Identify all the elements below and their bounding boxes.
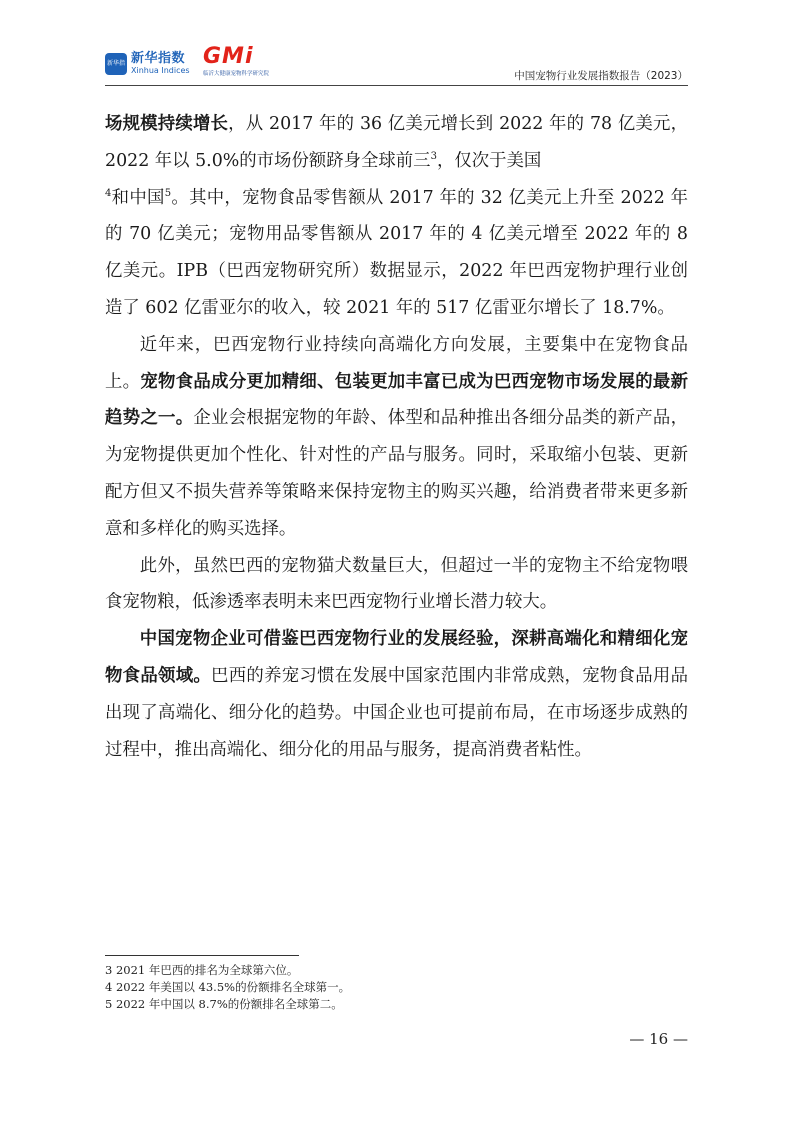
header-divider (105, 85, 688, 86)
body-text (105, 106, 688, 768)
gmi-logo-subtitle: 临沂大健康宠物科学研究院 (203, 71, 270, 77)
xinhua-indices-logo (105, 51, 190, 89)
bold-lead: 场规模持续增长 (105, 114, 229, 134)
paragraph-recommendation: 中国宠物企业可借鉴巴西宠物行业的发展经验，深耕高端化和精细化宠物食品领域。巴西的养宠习惯在发展中国家范围内非常成熟，宠物食品用品出现了高端化、细分化的趋势。中国企业也可提前布局，在市场逐步成熟的过程中，推出高端化、细分化的用品与服务，提高消费者粘性。 (105, 629, 688, 760)
gmi-logo (203, 46, 289, 80)
footnote-ref-4[interactable]: 4 (105, 187, 112, 199)
page-number: — 16 — (629, 1030, 688, 1048)
footnote-5: 5 2022 年中国以 8.7%的份额排名全球第二。 (105, 997, 343, 1011)
bold-recommendation: 中国宠物企业可借鉴巴西宠物行业的发展经验，深耕高端化和精细化宠物食品领域。 (105, 629, 688, 686)
footnote-ref-3[interactable]: 3 (430, 151, 437, 162)
paragraph-penetration: 此外，虽然巴西的宠物猫犬数量巨大，但超过一半的宠物主不给宠物喂食宠物粮，低渗透率表明未来巴西宠物行业增长潜力较大。 (105, 555, 688, 613)
footnotes (105, 962, 688, 1013)
gmi-logo-wordmark: GMi (203, 44, 254, 69)
paragraph-market-growth: 场规模持续增长，从 2017 年的 36 亿美元增长到 2022 年的 78 亿美元，2022 年以 5.0%的市场份额跻身全球前三$^3$，仅次于美国 $^4$和中国$^5$。其中，宠物食品零售额从 2017 年的 32 亿美元上升至 2022 年的 70 亿美元；宠物用品零售额从 2017 年的 4 亿美元增至 2022 年的 8 亿美元。IPB（巴西宠物研究所）数据显示，2022 年巴西宠物护理行业创造了 602 亿雷亚尔的收入，较 2021 年的 517 亿雷亚尔增长了 18.7%。 (105, 114, 688, 318)
xinhua-logo-en: Xinhua Indices (131, 66, 190, 75)
report-title: 中国宠物行业发展指数报告（2023） (514, 70, 688, 82)
footnote-4: 4 2022 年美国以 43.5%的份额排名全球第一。 (105, 980, 351, 994)
page-header (105, 40, 688, 89)
footnote-ref-5[interactable]: 5 (164, 187, 172, 199)
footnote-divider (105, 955, 299, 956)
xinhua-logo-icon: 新华指数 (105, 53, 127, 75)
xinhua-logo-cn: 新华指数 (131, 51, 186, 66)
footnote-3: 3 2021 年巴西的排名为全球第六位。 (105, 963, 299, 977)
bold-trend: 宠物食品成分更加精细、包装更加丰富已成为巴西宠物市场发展的最新趋势之一。 (105, 371, 688, 429)
paragraph-premium-trend: 近年来，巴西宠物行业持续向高端化方向发展，主要集中在宠物食品上。宠物食品成分更加精细、包装更加丰富已成为巴西宠物市场发展的最新趋势之一。企业会根据宠物的年龄、体型和品种推出各细分品类的新产品，为宠物提供更加个性化、针对性的产品与服务。同时，采取缩小包装、更新配方但又不损失营养等策略来保持宠物主的购买兴趣，给消费者带来更多新意和多样化的购买选择。 (105, 334, 688, 539)
